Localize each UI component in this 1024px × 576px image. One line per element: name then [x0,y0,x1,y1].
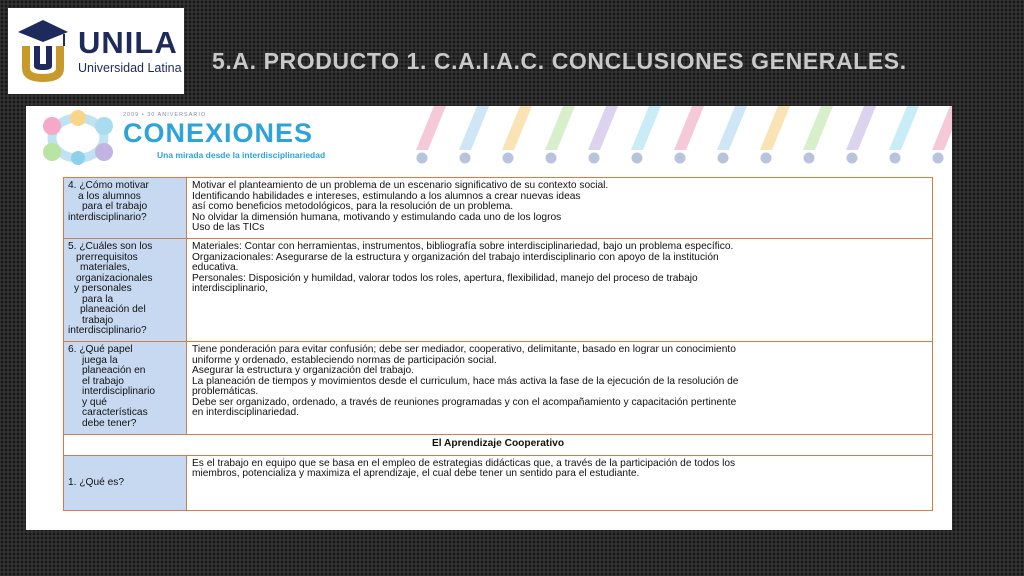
answer-line: problemáticas. [192,386,259,397]
table-row [64,178,933,239]
question-line: 1. ¿Qué es? [68,476,125,488]
question-line: para la [82,293,114,305]
answer-line: educativa. [192,262,239,273]
question-line: características [82,407,148,418]
stripe-bar [502,106,532,150]
question-line: juega la [82,354,118,366]
question-line: interdisciplinario? [68,211,147,223]
answer-cell [187,342,933,435]
stripe-bar [846,106,876,150]
conexiones-title: CONEXIONES [123,118,314,148]
table-row [64,342,933,435]
unila-logo [8,8,184,94]
stripe-dot [632,153,643,164]
answer-line: Personales: Disposición y humildad, valorar todos los roles, apertura, flexibilidad, manejo del proceso de trabajo [192,272,698,284]
answer-cell [187,239,933,342]
stripe-dot [503,153,514,164]
answer-line: Uso de las TICs [192,222,265,233]
answer-line: Organizacionales: Asegurarse de la estructura y organización del trabajo interdisciplinario con apoyo de la institución [192,251,719,263]
stripe-dot [675,153,686,164]
answer-line: No olvidar la dimensión humana, motivando y estimulando cada uno de los logros [192,211,562,223]
stripe-bar [674,106,704,150]
answer-line: así como beneficios metodológicos, para la resolución de un problema. [192,201,514,212]
stripe-bar [760,106,790,150]
stripe-bar [459,106,489,150]
table-row [64,239,933,342]
question-line: planeación del [80,304,146,315]
question-line: debe tener? [82,417,137,429]
answer-line: miembros, potencializa y maximiza el aprendizaje, el cual debe tener un sentido para el estudiante. [192,468,640,479]
question-line: materiales, [80,262,130,273]
stripe-bar [803,106,833,150]
slide-title: 5.A. PRODUCTO 1. C.A.I.A.C. CONCLUSIONES GENERALES. [212,48,907,74]
stripe-dot [933,153,944,164]
question-line: para el trabajo [82,201,148,212]
section-title: El Aprendizaje Cooperativo [64,435,933,456]
stripe-dot [546,153,557,164]
stripe-dot [761,153,772,164]
answer-line: Debe ser organizado, ordenado, a través de reuniones programadas y con el acompañamiento y capacitación pertinente [192,396,737,408]
question-line: y personales [74,283,132,294]
conexiones-subtitle: Una mirada desde la interdisciplinariedad [157,150,326,160]
content-table [63,177,933,511]
logo-subtitle: Universidad Latina [78,61,182,75]
question-cell [64,342,187,435]
stripe-bar [588,106,618,150]
stripe-dot [847,153,858,164]
stripe-dot [718,153,729,164]
document-header [26,106,952,176]
answer-line: en interdisciplinariedad. [192,407,300,418]
answer-line: Tiene ponderación para evitar confusión; debe ser mediador, cooperativo, delimitante, basado en lograr un conocimiento [192,344,736,355]
answer-line: Es el trabajo en equipo que se basa en el empleo de estrategias didácticas que, a través de la participación de todos los [192,457,736,469]
question-cell [64,455,187,510]
question-cell [64,239,187,342]
answer-line: Materiales: Contar con herramientas, instrumentos, bibliografía sobre interdisciplinariedad, bajo un problema específico. [192,241,734,252]
answer-line: Asegurar la estructura y organización del trabajo. [192,365,414,376]
stripe-bar [717,106,747,150]
stripe-bar [889,106,919,150]
stripe-dot [589,153,600,164]
stripe-bar [631,106,661,150]
question-line: 5. ¿Cuáles son los [68,241,153,252]
stripe-dot [460,153,471,164]
answer-line: La planeación de tiempos y movimientos desde el curriculum, hace más activa la fase de la ejecución de la resolución de [192,375,739,387]
stripe-dot [890,153,901,164]
stripe-bar [932,106,952,150]
answer-cell [187,455,933,510]
question-line: organizacionales [76,272,153,284]
question-line: el trabajo [82,375,124,387]
question-line: 4. ¿Cómo motivar [68,180,149,191]
answer-line: Motivar el planteamiento de un problema de un escenario significativo de su contexto social. [192,180,609,191]
stripe-bar [416,106,446,150]
question-line: y qué [82,396,107,408]
question-line: prerrequisitos [76,251,138,263]
decorative-stripes [366,106,952,168]
question-line: interdisciplinario [82,386,156,397]
document-page [26,106,952,530]
section-row [64,435,933,456]
logo-name: UNILA [78,25,178,60]
question-line: 6. ¿Qué papel [68,344,133,355]
question-line: a los alumnos [78,190,141,202]
answer-line: interdisciplinario, [192,283,268,294]
stripe-dot [417,153,428,164]
question-line: planeación en [82,365,146,376]
question-cell [64,178,187,239]
table-row [64,455,933,510]
question-line: trabajo [82,314,114,326]
answer-cell [187,178,933,239]
conexiones-logo-icon [38,110,118,166]
stripe-dot [804,153,815,164]
stripe-bar [545,106,575,150]
answer-line: Identificando habilidades e intereses, estimulando a los alumnos a crear nuevas ideas [192,190,581,202]
answer-line: uniforme y ordenado, estableciendo normas de participación social. [192,354,497,366]
unila-shield-icon [16,18,70,84]
conexiones-small-text: 2009 • 30 ANIVERSARIO [123,112,207,118]
question-line: interdisciplinario? [68,325,147,336]
